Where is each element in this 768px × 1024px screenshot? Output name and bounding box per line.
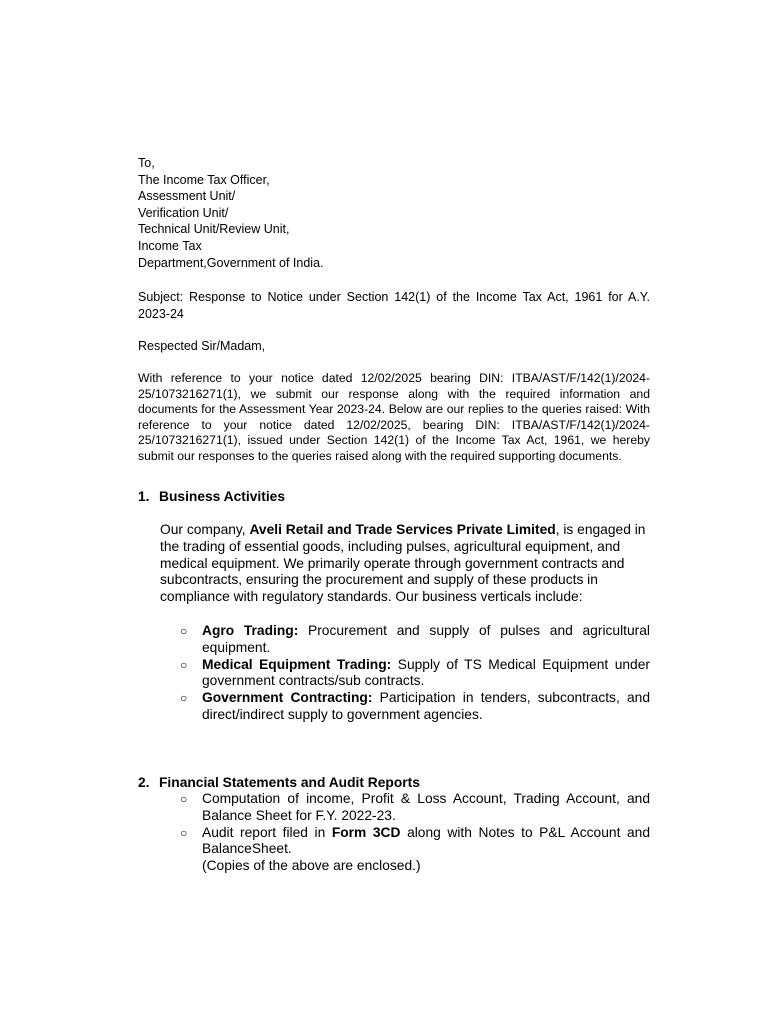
item-text: Computation of income, Profit & Loss Account, Trading Account, and Balance Sheet for F.Y. 2022-23. bbox=[202, 791, 650, 823]
item-text: Audit report filed in bbox=[202, 824, 332, 840]
bullet-circle-icon: ○ bbox=[180, 624, 188, 638]
item-label: Agro Trading: bbox=[202, 623, 299, 638]
business-activities-paragraph bbox=[160, 522, 650, 606]
bullet-circle-icon: ○ bbox=[180, 825, 188, 840]
list-item bbox=[160, 825, 650, 875]
address-line: Income Tax bbox=[138, 238, 202, 253]
bullet-circle-icon: ○ bbox=[180, 657, 188, 672]
form-reference: Form 3CD bbox=[331, 824, 401, 840]
item-text: Participation in tenders, subcontracts, and direct/indirect supply to government agencies. bbox=[202, 690, 650, 722]
business-verticals-list bbox=[160, 623, 650, 724]
section-number: 1. bbox=[138, 489, 150, 504]
subject-line: Subject: Response to Notice under Section 142(1) of the Income Tax Act, 1961 for A.Y. 2023-24 bbox=[138, 290, 650, 321]
salutation: Respected Sir/Madam, bbox=[138, 339, 266, 353]
bullet-circle-icon: ○ bbox=[180, 792, 188, 806]
enclosure-note: (Copies of the above are enclosed.) bbox=[202, 858, 421, 874]
address-line: The Income Tax Officer, bbox=[138, 172, 270, 187]
paragraph-text: Our company, bbox=[160, 522, 250, 537]
section-number: 2. bbox=[138, 775, 150, 790]
list-item bbox=[160, 623, 650, 657]
recipient-address bbox=[138, 155, 324, 271]
company-name: Aveli Retail and Trade Services Private Limited bbox=[249, 522, 556, 537]
item-text: Procurement and supply of pulses and agricultural equipment. bbox=[202, 623, 650, 655]
address-line: To, bbox=[138, 156, 155, 170]
bullet-circle-icon: ○ bbox=[180, 691, 188, 706]
address-line: Verification Unit/ bbox=[138, 205, 229, 220]
paragraph-text: , is engaged in the trading of essential goods, including pulses, agricultural equipment, and medical equipment. We primarily operate through government contracts and subcontracts, ensuring the procurement and supply of these products in compliance with regulatory standards. Our business verticals include: bbox=[160, 522, 646, 605]
financial-documents-list bbox=[160, 791, 650, 875]
section-heading-business-activities bbox=[138, 488, 285, 505]
intro-paragraph: With reference to your notice dated 12/02/2025 bearing DIN: ITBA/AST/F/142(1)/2024-25/1073216271(1), we submit our response along with the required information and documents for the Assessment Year 2023-24. Below are our replies to the queries raised: With reference to your notice dated 12/02/2025, bearing DIN: ITBA/AST/F/142(1)/2024-25/1073216271(1), issued under Section 142(1) of the Income Tax Act, 1961, we hereby submit our responses to the queries raised along with the required supporting documents. bbox=[138, 371, 650, 463]
list-item bbox=[160, 690, 650, 724]
item-label: Medical Equipment Trading: bbox=[202, 656, 392, 672]
item-text: along with Notes to P&L Account and BalanceSheet. bbox=[202, 824, 650, 857]
section-heading-financial-statements bbox=[138, 774, 420, 791]
list-item bbox=[160, 657, 650, 691]
address-line: Department,Government of India. bbox=[138, 255, 324, 270]
item-text: Supply of TS Medical Equipment under government contracts/sub contracts. bbox=[202, 656, 650, 689]
section-title: Financial Statements and Audit Reports bbox=[159, 775, 420, 790]
item-label: Government Contracting: bbox=[202, 690, 373, 706]
section-title: Business Activities bbox=[159, 489, 286, 504]
address-line: Technical Unit/Review Unit, bbox=[138, 222, 290, 237]
address-line: Assessment Unit/ bbox=[138, 189, 236, 204]
list-item bbox=[160, 791, 650, 825]
